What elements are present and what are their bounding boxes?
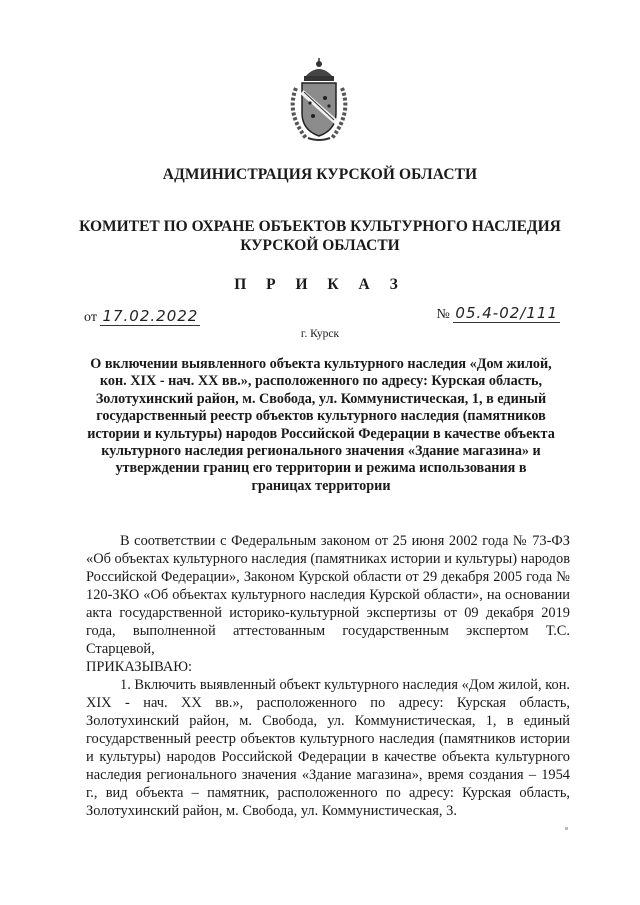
order-word: ПРИКАЗЫВАЮ: [86, 659, 193, 675]
coat-of-arms-icon [282, 58, 356, 142]
date-prefix: от [84, 310, 97, 325]
date-line [84, 307, 200, 326]
city-label: г. Курск [300, 328, 340, 340]
order-date: 17.02.2022 [102, 307, 199, 325]
committee-title: КОМИТЕТ ПО ОХРАНЕ ОБЪЕКТОВ КУЛЬТУРНОГО НАСЛЕДИЯ КУРСКОЙ ОБЛАСТИ [79, 218, 561, 254]
clause-1-paragraph: 1. Включить выявленный объект культурного наследия «Дом жилой, кон. XIX - нач. XX вв.», расположенного по адресу: Курская область, Золотухинский район, м. Свобода, ул. Коммунистическая, 1, в единый государственный реестр объектов культурного наследия (памятников истории и культуры) народов Российской Федерации в качестве объекта культурного наследия регионального значения «Здание магазина», время создания – 1954 г., вид объекта – памятник, расположенного по адресу: Курская область, Золотухинский район, м. Свобода, ул. Коммунистическая, 3. [86, 677, 570, 819]
administration-title: АДМИНИСТРАЦИЯ КУРСКОЙ ОБЛАСТИ [162, 166, 478, 183]
order-number: 05.4-02/111 [455, 304, 558, 322]
preamble-paragraph: В соответствии с Федеральным законом от 25 июня 2002 года № 73-ФЗ «Об объектах культурного наследия (памятниках истории и культуры) народов Российской Федерации», Законом Курской области от 29 декабря 2005 года № 120-ЗКО «Об объектах культурного наследия Курской области», на основании акта государственной историко-культурной экспертизы от 09 декабря 2019 года, выполненной аттестованным государственным экспертом Т.С. Старцевой, [86, 533, 570, 657]
scan-speck [565, 827, 568, 830]
document-type-title: П Р И К А З [234, 276, 406, 293]
order-body [86, 532, 570, 820]
number-line [437, 304, 560, 323]
number-prefix: № [436, 307, 450, 322]
order-subject: О включении выявленного объекта культурного наследия «Дом жилой, кон. XIX - нач. XX вв.», расположенного по адресу: Курская область, Золотухинский район, м. Свобода, ул. Коммунистическая, 1, в единый государственный реестр объектов культурного наследия (памятников истории и культуры) народов Российской Федерации в качестве объекта культурного наследия регионального значения «Здание магазина» и утверждении границ его территории и режима использования в границах территории [87, 356, 555, 494]
